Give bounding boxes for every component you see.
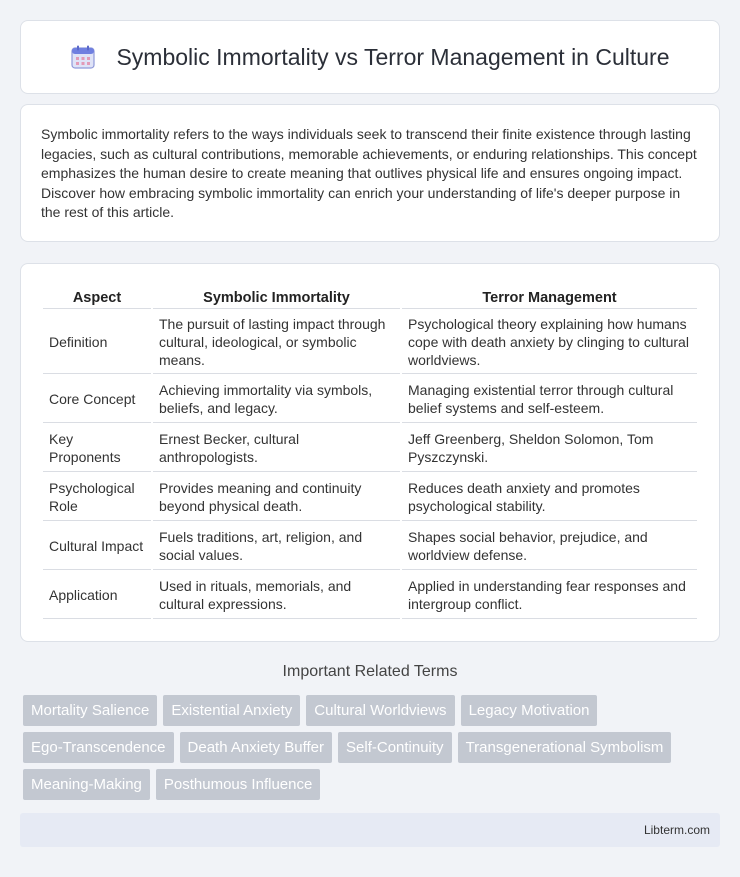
table-cell-terror: Psychological theory explaining how humans cope with death anxiety by clinging to cultural worldviews.	[402, 311, 697, 374]
related-terms-tags	[23, 695, 723, 806]
table-cell-symbolic: Provides meaning and continuity beyond physical death.	[153, 474, 400, 521]
table-row	[43, 523, 697, 570]
intro-card	[20, 104, 720, 242]
table-cell-aspect: Definition	[43, 311, 151, 374]
table-row	[43, 376, 697, 423]
table-row	[43, 474, 697, 521]
table-cell-terror: Managing existential terror through cultural belief systems and self-esteem.	[402, 376, 697, 423]
table-header-row	[43, 286, 697, 309]
related-term-tag[interactable]: Death Anxiety Buffer	[180, 732, 332, 763]
related-term-tag[interactable]: Posthumous Influence	[156, 769, 320, 800]
table-cell-terror: Shapes social behavior, prejudice, and worldview defense.	[402, 523, 697, 570]
related-term-tag[interactable]: Transgenerational Symbolism	[458, 732, 672, 763]
tag-row	[23, 769, 723, 800]
column-header: Terror Management	[402, 286, 697, 309]
related-term-tag[interactable]: Ego-Transcendence	[23, 732, 174, 763]
tag-row	[23, 695, 723, 726]
table-cell-terror: Reduces death anxiety and promotes psychological stability.	[402, 474, 697, 521]
column-header: Aspect	[43, 286, 151, 309]
table-cell-terror: Applied in understanding fear responses and intergroup conflict.	[402, 572, 697, 619]
table-cell-aspect: Core Concept	[43, 376, 151, 423]
footer-site-link[interactable]: Libterm.com	[643, 823, 710, 837]
table-cell-terror: Jeff Greenberg, Sheldon Solomon, Tom Pyszczynski.	[402, 425, 697, 472]
column-header: Symbolic Immortality	[153, 286, 400, 309]
related-term-tag[interactable]: Legacy Motivation	[461, 695, 598, 726]
related-term-tag[interactable]: Mortality Salience	[23, 695, 157, 726]
related-term-tag[interactable]: Cultural Worldviews	[306, 695, 454, 726]
table-row	[43, 425, 697, 472]
intro-paragraph: Symbolic immortality refers to the ways individuals seek to transcend their finite existence through lasting legacies, such as cultural contributions, memorable achievements, or enduring relationships. This concept emphasizes the human desire to create meaning that outlives physical life and ensures ongoing impact. Discover how embracing symbolic immortality can enrich your understanding of life's deeper purpose in the rest of this article.	[41, 126, 697, 221]
page-title: Symbolic Immortality vs Terror Management in Culture	[116, 43, 670, 70]
table-cell-symbolic: Achieving immortality via symbols, beliefs, and legacy.	[153, 376, 400, 423]
comparison-table-card	[20, 263, 720, 642]
related-term-tag[interactable]: Existential Anxiety	[163, 695, 300, 726]
header-card	[20, 20, 720, 94]
table-row	[43, 311, 697, 374]
footer	[20, 813, 720, 847]
table-cell-aspect: Key Proponents	[43, 425, 151, 472]
table-cell-symbolic: Ernest Becker, cultural anthropologists.	[153, 425, 400, 472]
related-terms-title: Important Related Terms	[282, 663, 458, 680]
calendar-grid-icon	[70, 44, 96, 70]
table-cell-symbolic: Fuels traditions, art, religion, and social values.	[153, 523, 400, 570]
table-cell-aspect: Psychological Role	[43, 474, 151, 521]
related-term-tag[interactable]: Self-Continuity	[338, 732, 452, 763]
comparison-table	[41, 284, 699, 621]
table-cell-aspect: Application	[43, 572, 151, 619]
table-cell-aspect: Cultural Impact	[43, 523, 151, 570]
table-cell-symbolic: The pursuit of lasting impact through cultural, ideological, or symbolic means.	[153, 311, 400, 374]
table-cell-symbolic: Used in rituals, memorials, and cultural expressions.	[153, 572, 400, 619]
table-row	[43, 572, 697, 619]
related-term-tag[interactable]: Meaning-Making	[23, 769, 150, 800]
tag-row	[23, 732, 723, 763]
